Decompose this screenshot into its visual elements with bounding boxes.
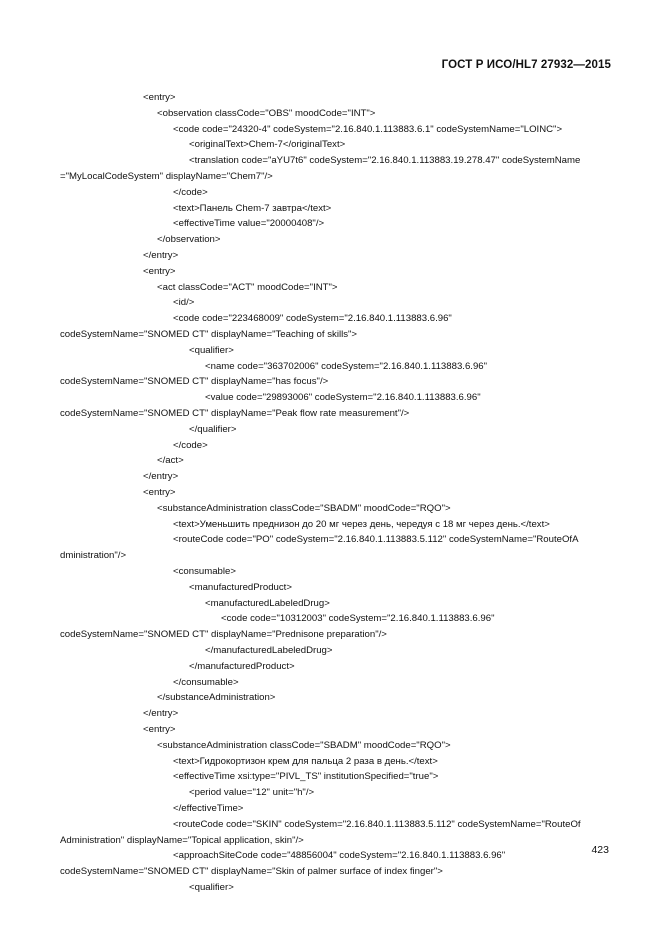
page-number: 423 [591, 844, 609, 856]
code-line: </entry> [143, 708, 179, 720]
code-line: <substanceAdministration classCode="SBADM" moodCode="RQO"> [157, 502, 451, 514]
code-line: <substanceAdministration classCode="SBADM" moodCode="RQO"> [157, 739, 451, 751]
code-line: codeSystemName="SNOMED CT" displayName="Teaching of skills"> [60, 329, 358, 340]
code-line: </consumable> [173, 676, 239, 688]
code-line: <routeCode code="SKIN" codeSystem="2.16.840.1.113883.5.112" codeSystemName="RouteOf [173, 818, 581, 830]
code-line: </substanceAdministration> [157, 692, 276, 704]
document-header: ГОСТ Р ИСО/HL7 27932—2015 [441, 59, 611, 71]
code-line: <name code="363702006" codeSystem="2.16.840.1.113883.6.96" [205, 360, 488, 372]
code-line: <text>Уменьшить преднизон до 20 мг через день, чередуя с 18 мг через день.</text> [173, 518, 550, 530]
code-line: <consumable> [173, 566, 236, 577]
code-line: <value code="29893006" codeSystem="2.16.840.1.113883.6.96" [205, 392, 481, 404]
code-line: <code code="24320-4" codeSystem="2.16.840.1.113883.6.1" codeSystemName="LOINC"> [173, 123, 563, 135]
code-line: codeSystemName="SNOMED CT" displayName="Prednisone preparation"/> [60, 629, 387, 641]
code-line: ="MyLocalCodeSystem" displayName="Chem7"/> [60, 171, 273, 182]
code-line: </manufacturedLabeledDrug> [205, 645, 333, 656]
code-line: <entry> [143, 724, 176, 735]
code-line: <entry> [143, 487, 176, 498]
code-line: codeSystemName="SNOMED CT" displayName="Skin of palmer surface of index finger"> [60, 866, 443, 878]
code-line: </manufacturedProduct> [189, 660, 295, 672]
code-line: <text>Гидрокортизон крем для пальца 2 раза в день.</text> [173, 755, 438, 767]
code-line: <translation code="aYU7t6" codeSystem="2.16.840.1.113883.19.278.47" codeSystemName [189, 155, 581, 167]
code-line: codeSystemName="SNOMED CT" displayName="Peak flow rate measurement"/> [60, 408, 410, 419]
code-line: <effectiveTime xsi:type="PIVL_TS" institutionSpecified="true"> [173, 771, 439, 783]
code-line: codeSystemName="SNOMED CT" displayName="has focus"/> [60, 376, 329, 388]
code-line: </qualifier> [189, 423, 237, 435]
code-line: <approachSiteCode code="48856004" codeSystem="2.16.840.1.113883.6.96" [173, 850, 506, 862]
code-line: <routeCode code="PO" codeSystem="2.16.840.1.113883.5.112" codeSystemName="RouteOfA [173, 534, 579, 546]
code-line: <observation classCode="OBS" moodCode="INT"> [157, 107, 376, 119]
code-line: <entry> [143, 92, 176, 103]
code-line: </effectiveTime> [173, 803, 244, 814]
code-line: </entry> [143, 471, 179, 483]
code-line: <code code="223468009" codeSystem="2.16.840.1.113883.6.96" [173, 313, 452, 325]
code-line: <qualifier> [189, 882, 234, 893]
code-line: <id/> [173, 297, 195, 309]
code-line: dministration"/> [60, 550, 127, 562]
code-line: <effectiveTime value="20000408"/> [173, 218, 325, 230]
code-line: </code> [173, 186, 208, 198]
code-line: </entry> [143, 250, 179, 261]
code-line: </code> [173, 439, 208, 451]
code-line: <qualifier> [189, 344, 234, 356]
code-line: <manufacturedLabeledDrug> [205, 597, 330, 609]
code-line: <entry> [143, 265, 176, 277]
code-line: </observation> [157, 234, 221, 246]
code-line: <code code="10312003" codeSystem="2.16.840.1.113883.6.96" [221, 613, 495, 625]
code-line: Administration" displayName="Topical application, skin"/> [60, 834, 304, 846]
code-line: <period value="12" unit="h"/> [189, 787, 315, 799]
code-line: <text>Панель Chem-7 завтра</text> [173, 202, 332, 214]
code-line: <act classCode="ACT" moodCode="INT"> [157, 281, 338, 293]
code-line: <originalText>Chem-7</originalText> [189, 139, 346, 151]
code-line: </act> [157, 455, 184, 467]
code-line: <manufacturedProduct> [189, 581, 292, 593]
